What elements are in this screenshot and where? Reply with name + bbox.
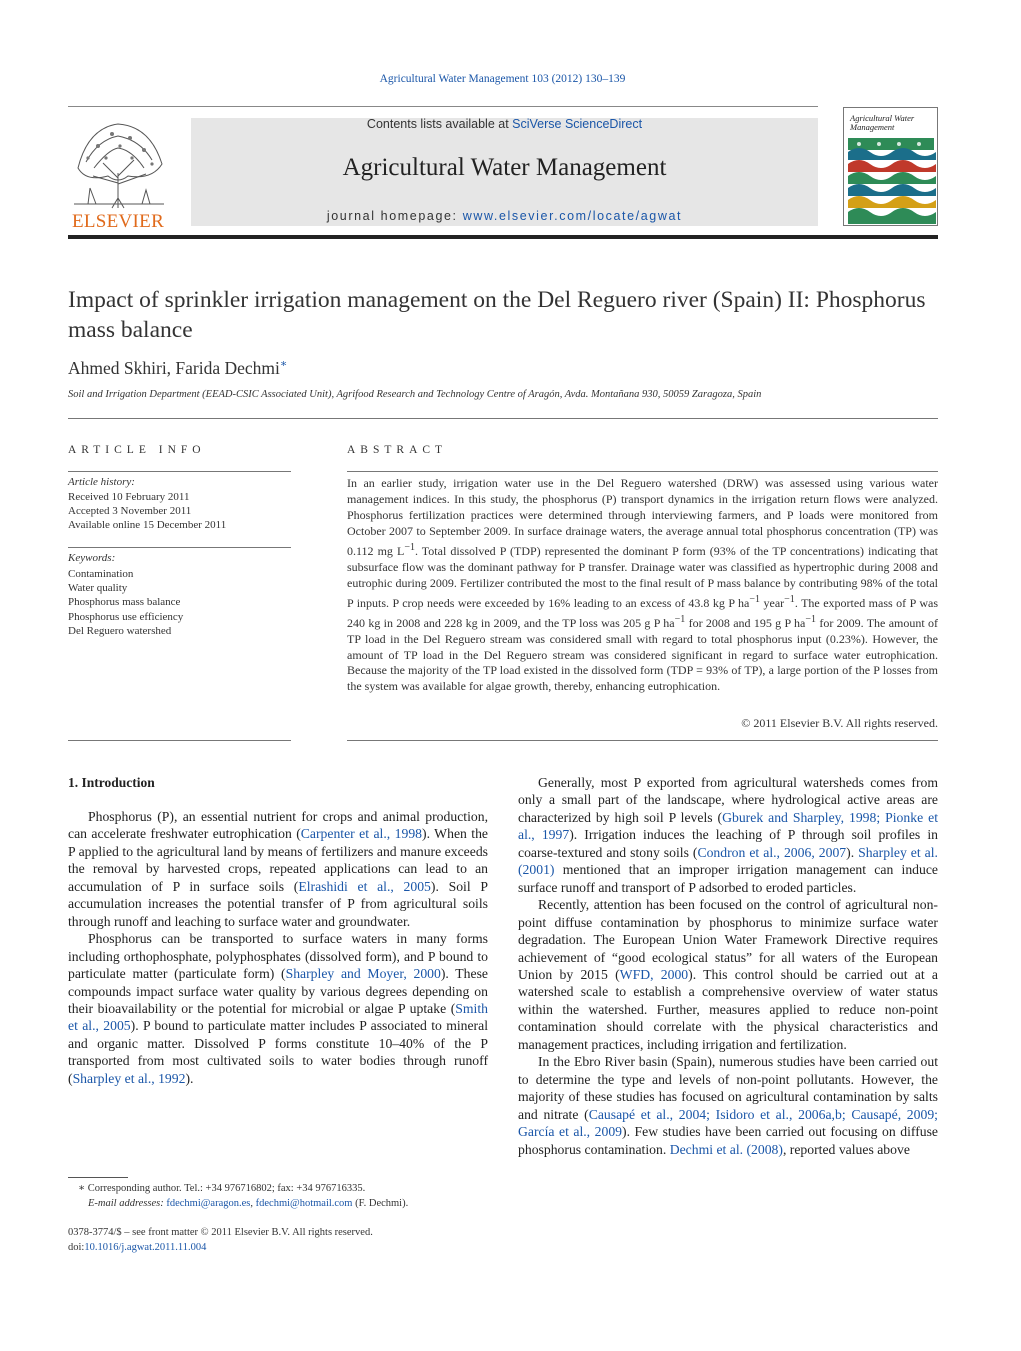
- corresponding-author-footnote: [68, 1182, 408, 1211]
- paragraph: Phosphorus can be transported to surface waters in many forms including orthophosphate, polyphosphates (dissolved form), and P bound to particulate matter (particulate form) (Sharpley and Moyer, 2000). These compounds impact surface water quality by various degrees depending on their bioavailability or the potential for microbial or algae P uptake (Smith et al., 2005). P bound to particulate matter includes P associated to mineral and organic matter. Dissolved P forms constitute 10–40% of the P transported from most cultivated soils to water bodies through runoff (Sharpley et al., 1992).: [68, 931, 488, 1086]
- keyword: Del Reguero watershed: [68, 624, 172, 637]
- abstract-bottom-rule: [347, 740, 938, 741]
- author-names: Ahmed Skhiri, Farida Dechmi: [68, 357, 280, 378]
- journal-title: Agricultural Water Management: [342, 154, 667, 181]
- copyright: © 2011 Elsevier B.V. All rights reserved.: [741, 716, 938, 730]
- homepage-prefix: journal homepage:: [326, 209, 463, 223]
- article-info-heading: ARTICLE INFO: [68, 444, 206, 456]
- paragraph: Phosphorus (P), an essential nutrient for crops and animal production, can accelerate freshwater eutrophication (Carpenter et al., 1998). When the P applied to the agricultural land by means of fertilizers and manure exceeds the removal by harvested crops, repeated applications can lead to an accumulation of P in surface soils (Elrashidi et al., 2005). Soil P accumulation increases the potential transfer of P from agricultural soils through runoff and leaching to surface water and groundwater.: [68, 809, 489, 929]
- citation-link[interactable]: Smith et al., 2005: [68, 1000, 488, 1034]
- tree-icon: [68, 118, 170, 210]
- article-history: [68, 490, 226, 533]
- info-top-rule: [68, 471, 291, 472]
- citation-link[interactable]: Gburek and Sharpley, 1998; Pionke et al., 1997: [518, 809, 939, 843]
- citation-link[interactable]: Carpenter et al., 1998: [300, 826, 423, 842]
- journal-reference[interactable]: Agricultural Water Management 103 (2012) 130–139: [379, 73, 626, 85]
- affiliation: Soil and Irrigation Department (EEAD-CSIC Associated Unit), Agrifood Research and Technology Centre of Aragón, Avda. Montañana 930, 50059 Zaragoza, Spain: [68, 389, 762, 400]
- keyword: Contamination: [68, 568, 134, 580]
- abstract-text: In an earlier study, irrigation water use in the Del Reguero watershed (DRW) was assessed using various water management indices. In this study, the phosphorus (P) transport dynamics in the irrigation return flows were analyzed. Phosphorus fertilization practices were determined through interviewing farmers, and P loads were monitored from October 2007 to September 2009. In surface drainage waters, the average annual total phosphorus concentration (TP) was 0.112 mg $L^{-1}$. Total dissolved P (TDP) represented the dominant P form (93% of the TP concentrations) indicating that subsurface flow was the dominant pathway for P transfer. Drainage water was classified as hypertrophic during 2008 and eutrophic during 2009. Fertilizer contributed the most to the final result of P mass balance by contributing 98% of the total P inputs. P crop needs were exceeded by 16% leading to an excess of 43.8 kg P $ha^{-1}$ year$^{-1}$. The exported mass of P was 240 kg in 2008 and 228 kg in 2009, and the TP loss was 205 g P $ha^{-1}$ for 2008 and 195 g P $ha^{-1}$ for 2009. The amount of TP load in the Del Reguero stream was considered small with regard to total phosphorus input (0.23%). However, the amount of TP load in the Del Reguero stream was considered significant in regard to surface water eutrophication. Because the majority of the TP load existed in the dissolved form (TDP = 93% of TP), a large portion of the P losses from the system was available for algae growth, thereby, enhancing eutrophication.: [347, 476, 939, 694]
- info-mid-rule: [68, 547, 291, 548]
- abstract-heading: ABSTRACT: [347, 444, 448, 456]
- body-column-right: [518, 774, 938, 1158]
- keyword: Phosphorus mass balance: [68, 596, 181, 609]
- citation-link[interactable]: WFD, 2000: [619, 966, 689, 982]
- paragraph: Recently, attention has been focused on the control of agricultural non-point diffuse contamination by phosphorus to minimize surface water degradation. The European Union Water Framework Directive requires achievement of “good ecological status” for all waters of the European Union by 2015 (WFD, 2000). This control should be carried out at a watershed scale to establish a comprehensive overview of water status within the watershed. Further, measures applied to reduce non-point contamination should correlate with the physical characteristics and management practices, including irrigation and fertilization.: [518, 897, 938, 1052]
- doi-link[interactable]: 10.1016/j.agwat.2011.11.004: [84, 1241, 207, 1253]
- affiliation-divider: [68, 418, 938, 419]
- body-column-left: [68, 808, 488, 1087]
- keywords-list: [68, 567, 183, 638]
- citation-link[interactable]: Dechmi et al. (2008): [669, 1141, 783, 1157]
- keywords-label: Keywords:: [68, 552, 116, 564]
- cover-title: Agricultural Water Management: [850, 113, 915, 132]
- sciencedirect-link[interactable]: SciVerse ScienceDirect: [512, 117, 643, 131]
- issn-line: 0378-3774/$ – see front matter © 2011 Elsevier B.V. All rights reserved.: [68, 1227, 373, 1238]
- header-divider: [68, 235, 938, 239]
- email-link[interactable]: fdechmi@hotmail.com: [255, 1197, 353, 1209]
- corresponding-author-mark[interactable]: ∗: [279, 358, 288, 370]
- doi-line: doi:10.1016/j.agwat.2011.11.004: [68, 1241, 207, 1253]
- front-matter: [68, 1226, 373, 1255]
- homepage-link[interactable]: www.elsevier.com/locate/agwat: [462, 209, 683, 223]
- citation-link[interactable]: Condron et al., 2006, 2007: [697, 844, 847, 860]
- cover-pattern-icon: [844, 108, 938, 226]
- footnote-emails: E-mail addresses: fdechmi@aragon.es, fdechmi@hotmail.com (F. Dechmi).: [88, 1197, 409, 1209]
- elsevier-wordmark: ELSEVIER: [71, 211, 165, 232]
- paragraph: Generally, most P exported from agricultural watersheds comes from only a small part of the landscape, where hydrological active areas are characterized by high soil P levels (Gburek and Sharpley, 1998; Pionke et al., 1997). Irrigation induces the leaching of P through soil profiles in coarse-textured and stony soils (Condron et al., 2006, 2007). Sharpley et al. (2001) mentioned that an improper irrigation management can induce surface runoff and transport of P adsorbed to eroded particles.: [518, 775, 939, 895]
- keyword: Phosphorus use efficiency: [68, 610, 184, 623]
- citation-link[interactable]: Sharpley and Moyer, 2000: [285, 966, 441, 982]
- article-title: Impact of sprinkler irrigation management on the Del Reguero river (Spain) II: Phosphorus mass balance: [68, 287, 926, 343]
- authors: [68, 357, 287, 379]
- history-received: Received 10 February 2011: [68, 491, 190, 503]
- info-bottom-rule: [68, 740, 291, 741]
- email-link[interactable]: fdechmi@aragon.es: [166, 1197, 251, 1209]
- citation-link[interactable]: Causapé et al., 2004; Isidoro et al., 2006a,b; Causapé, 2009; García et al., 2009: [518, 1106, 938, 1140]
- citation-link[interactable]: Sharpley et al., 1992: [72, 1070, 186, 1086]
- journal-cover-thumbnail[interactable]: [843, 107, 938, 226]
- introduction-heading: 1. Introduction: [68, 775, 155, 790]
- paragraph: In the Ebro River basin (Spain), numerous studies have been carried out to determine the type and levels of non-point pollutants. However, the majority of these studies has focused on agricultural contamination by salts and nitrate (Causapé et al., 2004; Isidoro et al., 2006a,b; Causapé, 2009; García et al., 2009). Few studies have been carried out focusing on diffuse phosphorus contamination. Dechmi et al. (2008), reported values above: [518, 1054, 938, 1157]
- abstract-top-rule: [347, 471, 938, 472]
- keyword: Water quality: [68, 582, 128, 595]
- citation-link[interactable]: Sharpley et al. (2001): [518, 844, 938, 878]
- header-top-rule: [68, 106, 818, 107]
- contents-line: [191, 117, 818, 131]
- footnote-contact: ∗ Corresponding author. Tel.: +34 976716802; fax: +34 976716335.: [78, 1183, 366, 1194]
- citation-link[interactable]: Elrashidi et al., 2005: [298, 878, 431, 894]
- footnote-rule: [68, 1177, 128, 1178]
- history-online: Available online 15 December 2011: [68, 519, 227, 532]
- history-accepted: Accepted 3 November 2011: [68, 505, 192, 518]
- journal-homepage: [191, 209, 818, 223]
- contents-prefix: Contents lists available at: [366, 117, 513, 131]
- article-history-label: Article history:: [68, 476, 135, 488]
